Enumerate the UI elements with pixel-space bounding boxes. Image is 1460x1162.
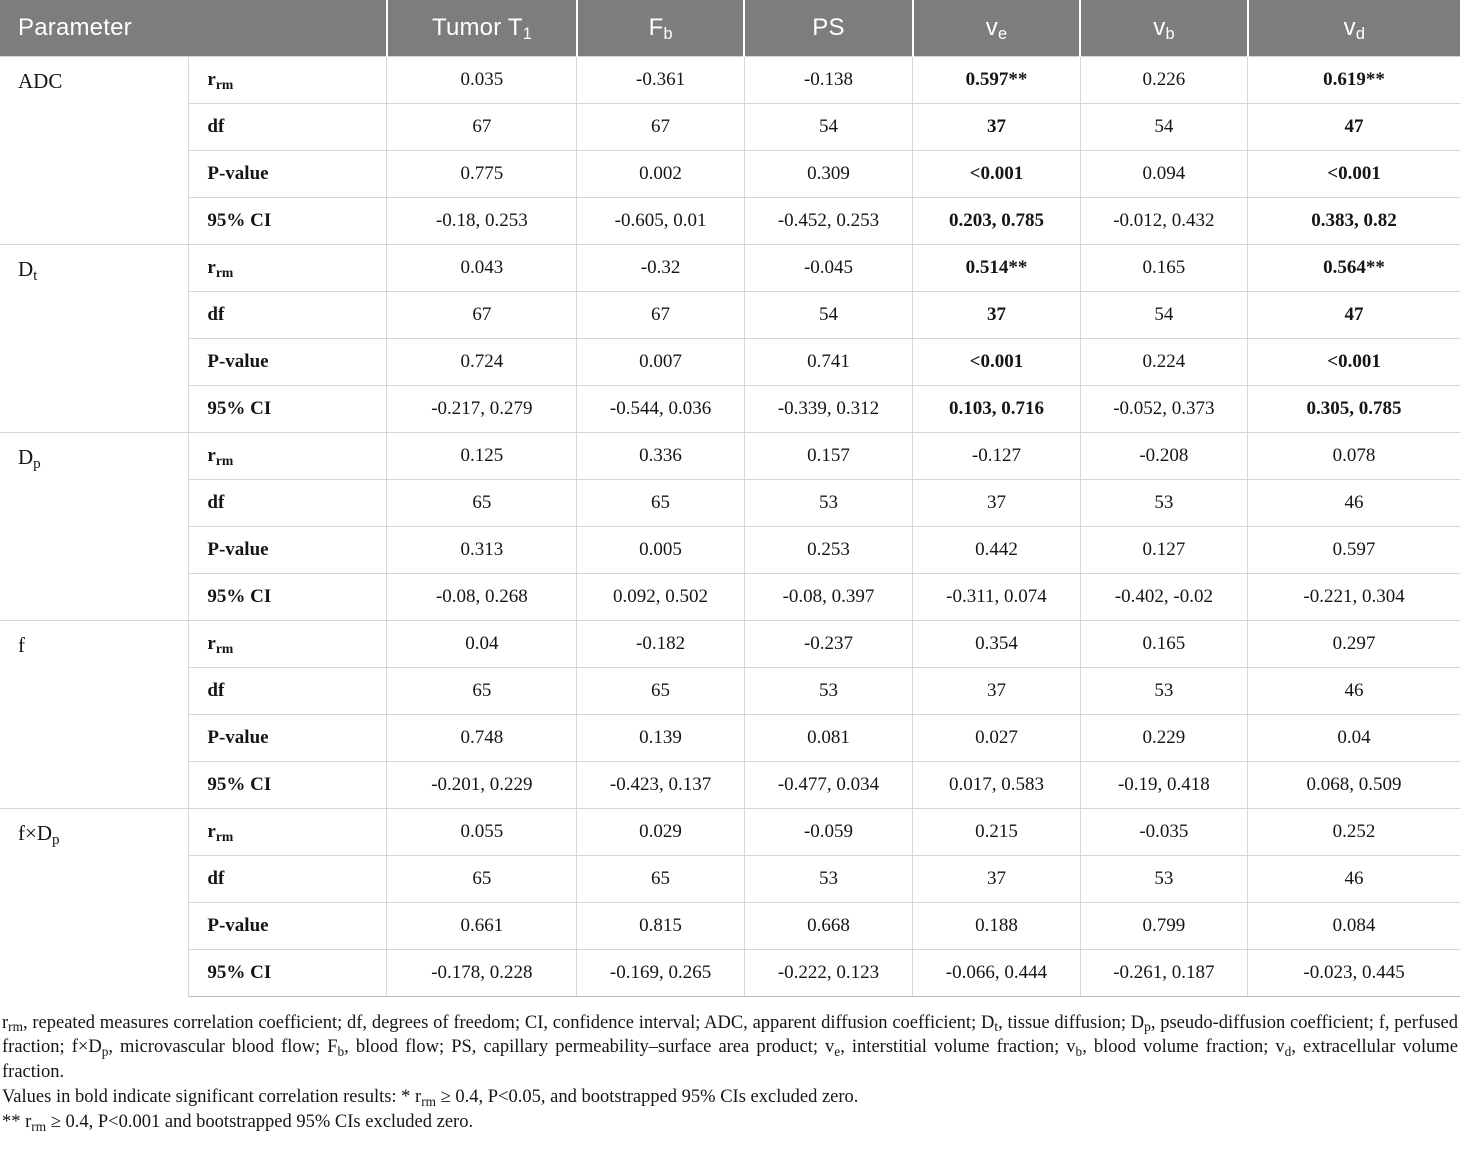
table-row [0, 714, 1460, 761]
table-row [0, 949, 1460, 996]
metric-label-df: df [189, 855, 387, 902]
cell-vd-rrm: 0.619** [1248, 56, 1460, 103]
cell-ve-ci: -0.311, 0.074 [913, 573, 1080, 620]
cell-fb-df: 65 [577, 479, 744, 526]
cell-vb-rrm: 0.165 [1080, 244, 1247, 291]
cell-ps-df: 53 [744, 855, 912, 902]
table-row [0, 338, 1460, 385]
cell-vd-rrm: 0.297 [1248, 620, 1460, 667]
cell-tumor_t1-pvalue: 0.313 [387, 526, 577, 573]
cell-vd-ci: 0.068, 0.509 [1248, 761, 1460, 808]
cell-vb-rrm: 0.165 [1080, 620, 1247, 667]
cell-tumor_t1-ci: -0.18, 0.253 [387, 197, 577, 244]
cell-ps-ci: -0.339, 0.312 [744, 385, 912, 432]
cell-vd-ci: 0.383, 0.82 [1248, 197, 1460, 244]
cell-vb-pvalue: 0.094 [1080, 150, 1247, 197]
cell-ps-rrm: -0.045 [744, 244, 912, 291]
cell-vb-pvalue: 0.229 [1080, 714, 1247, 761]
table-row [0, 197, 1460, 244]
cell-ve-rrm: 0.514** [913, 244, 1080, 291]
cell-ve-pvalue: <0.001 [913, 150, 1080, 197]
column-header-fb: $F_b$ [577, 0, 744, 56]
cell-vd-pvalue: <0.001 [1248, 150, 1460, 197]
cell-ve-df: 37 [913, 855, 1080, 902]
cell-ve-df: 37 [913, 103, 1080, 150]
metric-label-pvalue: P-value [189, 714, 387, 761]
cell-vd-pvalue: 0.084 [1248, 902, 1460, 949]
metric-label-ci: 95% CI [189, 385, 387, 432]
footnote-significance-double: ** $r_{rm} \ge 0.4$, P<0.001 and bootstrapped 95% CIs excluded zero. [2, 1111, 474, 1134]
metric-label-ci: 95% CI [189, 761, 387, 808]
table-header [0, 0, 1460, 56]
cell-tumor_t1-df: 65 [387, 479, 577, 526]
table-row [0, 56, 1460, 103]
cell-fb-df: 65 [577, 667, 744, 714]
cell-fb-rrm: -0.361 [577, 56, 744, 103]
parameter-label: $D_p$ [0, 432, 189, 620]
cell-ve-df: 37 [913, 291, 1080, 338]
cell-vb-rrm: -0.035 [1080, 808, 1247, 855]
cell-ve-rrm: 0.215 [913, 808, 1080, 855]
cell-ps-pvalue: 0.081 [744, 714, 912, 761]
cell-ve-pvalue: 0.442 [913, 526, 1080, 573]
column-header-vd: $v_d$ [1248, 0, 1460, 56]
cell-ps-rrm: -0.237 [744, 620, 912, 667]
cell-ve-pvalue: 0.027 [913, 714, 1080, 761]
column-header-vb: $v_b$ [1080, 0, 1247, 56]
cell-tumor_t1-ci: -0.217, 0.279 [387, 385, 577, 432]
cell-vb-df: 54 [1080, 103, 1247, 150]
cell-ve-rrm: 0.354 [913, 620, 1080, 667]
metric-label-rrm: $r_{rm}$ [189, 808, 387, 855]
cell-ps-pvalue: 0.668 [744, 902, 912, 949]
cell-fb-ci: -0.423, 0.137 [577, 761, 744, 808]
cell-fb-ci: -0.169, 0.265 [577, 949, 744, 996]
cell-vd-rrm: 0.564** [1248, 244, 1460, 291]
cell-tumor_t1-rrm: 0.04 [387, 620, 577, 667]
cell-ps-rrm: -0.138 [744, 56, 912, 103]
cell-vb-rrm: -0.208 [1080, 432, 1247, 479]
cell-vb-df: 54 [1080, 291, 1247, 338]
cell-vd-df: 46 [1248, 667, 1460, 714]
cell-fb-rrm: -0.32 [577, 244, 744, 291]
cell-ps-ci: -0.08, 0.397 [744, 573, 912, 620]
cell-ps-df: 53 [744, 479, 912, 526]
cell-vb-ci: -0.052, 0.373 [1080, 385, 1247, 432]
cell-fb-pvalue: 0.815 [577, 902, 744, 949]
table-row [0, 385, 1460, 432]
metric-label-ci: 95% CI [189, 197, 387, 244]
cell-fb-pvalue: 0.139 [577, 714, 744, 761]
table-row [0, 150, 1460, 197]
table-body [0, 56, 1460, 996]
cell-fb-pvalue: 0.007 [577, 338, 744, 385]
cell-tumor_t1-df: 67 [387, 103, 577, 150]
cell-tumor_t1-rrm: 0.125 [387, 432, 577, 479]
parameter-label: $f\times D_p$ [0, 808, 189, 996]
cell-ve-rrm: 0.597** [913, 56, 1080, 103]
cell-tumor_t1-df: 67 [387, 291, 577, 338]
cell-tumor_t1-pvalue: 0.748 [387, 714, 577, 761]
metric-label-df: df [189, 291, 387, 338]
footnote-significance-single: Values in bold indicate significant correlation results: * $r_{rm} \ge 0.4$, P<0.05, and bootstrapped 95% CIs excluded zero. [2, 1086, 859, 1109]
metric-label-pvalue: P-value [189, 150, 387, 197]
table-row [0, 103, 1460, 150]
table-row [0, 432, 1460, 479]
cell-vb-df: 53 [1080, 667, 1247, 714]
cell-ve-df: 37 [913, 479, 1080, 526]
cell-fb-rrm: -0.182 [577, 620, 744, 667]
table-row [0, 526, 1460, 573]
metric-label-rrm: $r_{rm}$ [189, 56, 387, 103]
metric-label-pvalue: P-value [189, 338, 387, 385]
metric-label-rrm: $r_{rm}$ [189, 244, 387, 291]
cell-ve-pvalue: 0.188 [913, 902, 1080, 949]
cell-tumor_t1-pvalue: 0.724 [387, 338, 577, 385]
cell-fb-pvalue: 0.005 [577, 526, 744, 573]
cell-vb-ci: -0.402, -0.02 [1080, 573, 1247, 620]
column-header-parameter: Parameter [0, 0, 387, 56]
cell-fb-ci: 0.092, 0.502 [577, 573, 744, 620]
column-header-ve: $v_e$ [913, 0, 1080, 56]
cell-ps-pvalue: 0.741 [744, 338, 912, 385]
cell-vb-ci: -0.19, 0.418 [1080, 761, 1247, 808]
cell-vd-df: 46 [1248, 855, 1460, 902]
cell-fb-ci: -0.605, 0.01 [577, 197, 744, 244]
cell-fb-pvalue: 0.002 [577, 150, 744, 197]
cell-ps-ci: -0.222, 0.123 [744, 949, 912, 996]
cell-vd-df: 47 [1248, 291, 1460, 338]
cell-tumor_t1-ci: -0.178, 0.228 [387, 949, 577, 996]
header-row [0, 0, 1460, 56]
cell-ps-ci: -0.477, 0.034 [744, 761, 912, 808]
cell-ps-rrm: -0.059 [744, 808, 912, 855]
cell-vb-rrm: 0.226 [1080, 56, 1247, 103]
cell-vb-pvalue: 0.224 [1080, 338, 1247, 385]
cell-vd-rrm: 0.252 [1248, 808, 1460, 855]
cell-ve-rrm: -0.127 [913, 432, 1080, 479]
cell-ve-ci: 0.203, 0.785 [913, 197, 1080, 244]
cell-vb-df: 53 [1080, 855, 1247, 902]
cell-tumor_t1-pvalue: 0.775 [387, 150, 577, 197]
cell-tumor_t1-df: 65 [387, 855, 577, 902]
cell-tumor_t1-ci: -0.201, 0.229 [387, 761, 577, 808]
cell-ps-pvalue: 0.309 [744, 150, 912, 197]
cell-ps-df: 53 [744, 667, 912, 714]
cell-tumor_t1-rrm: 0.035 [387, 56, 577, 103]
metric-label-rrm: $r_{rm}$ [189, 432, 387, 479]
metric-label-pvalue: P-value [189, 902, 387, 949]
table-row [0, 808, 1460, 855]
cell-tumor_t1-rrm: 0.055 [387, 808, 577, 855]
cell-tumor_t1-rrm: 0.043 [387, 244, 577, 291]
parameter-label: f [0, 620, 189, 808]
footnote-abbreviations: $r_{rm}$, repeated measures correlation coefficient; df, degrees of freedom; CI, confidence interval; ADC, apparent diffusion coefficient; $D_t$, tissue diffusion; $D_p$, pseudo-diffusion coefficient; f, perfused fraction; $f\times D_p$, microvascular blood flow; $F_b$, blood flow; PS, capillary permeability–surface area product; $v_e$, interstitial volume fraction; $v_b$, blood volume fraction; $v_d$, extracellular volume fraction. [2, 1012, 1459, 1083]
table-footnotes [0, 997, 1460, 1135]
metric-label-df: df [189, 103, 387, 150]
metric-label-ci: 95% CI [189, 949, 387, 996]
metric-label-pvalue: P-value [189, 526, 387, 573]
cell-vd-rrm: 0.078 [1248, 432, 1460, 479]
parameter-label: $D_t$ [0, 244, 189, 432]
table-row [0, 855, 1460, 902]
table-row [0, 761, 1460, 808]
cell-ps-df: 54 [744, 291, 912, 338]
table-row [0, 620, 1460, 667]
cell-ve-ci: 0.103, 0.716 [913, 385, 1080, 432]
table-row [0, 902, 1460, 949]
table-row [0, 573, 1460, 620]
metric-label-ci: 95% CI [189, 573, 387, 620]
table-row [0, 479, 1460, 526]
metric-label-df: df [189, 479, 387, 526]
cell-ps-pvalue: 0.253 [744, 526, 912, 573]
table-row [0, 667, 1460, 714]
column-header-tumor-t1: Tumor $T_1$ [387, 0, 577, 56]
cell-vb-pvalue: 0.127 [1080, 526, 1247, 573]
cell-vb-ci: -0.261, 0.187 [1080, 949, 1247, 996]
metric-label-rrm: $r_{rm}$ [189, 620, 387, 667]
cell-vd-df: 47 [1248, 103, 1460, 150]
cell-ve-df: 37 [913, 667, 1080, 714]
cell-ps-ci: -0.452, 0.253 [744, 197, 912, 244]
cell-ps-df: 54 [744, 103, 912, 150]
parameter-label: ADC [0, 56, 189, 244]
cell-tumor_t1-pvalue: 0.661 [387, 902, 577, 949]
cell-ve-ci: -0.066, 0.444 [913, 949, 1080, 996]
metric-label-df: df [189, 667, 387, 714]
cell-vd-df: 46 [1248, 479, 1460, 526]
cell-vd-ci: 0.305, 0.785 [1248, 385, 1460, 432]
cell-vb-df: 53 [1080, 479, 1247, 526]
cell-tumor_t1-ci: -0.08, 0.268 [387, 573, 577, 620]
cell-vd-pvalue: 0.597 [1248, 526, 1460, 573]
cell-ps-rrm: 0.157 [744, 432, 912, 479]
cell-ve-ci: 0.017, 0.583 [913, 761, 1080, 808]
cell-vb-ci: -0.012, 0.432 [1080, 197, 1247, 244]
cell-vd-pvalue: 0.04 [1248, 714, 1460, 761]
cell-vd-ci: -0.221, 0.304 [1248, 573, 1460, 620]
column-header-ps: PS [744, 0, 912, 56]
cell-vd-pvalue: <0.001 [1248, 338, 1460, 385]
cell-fb-ci: -0.544, 0.036 [577, 385, 744, 432]
cell-fb-rrm: 0.336 [577, 432, 744, 479]
cell-fb-rrm: 0.029 [577, 808, 744, 855]
cell-vb-pvalue: 0.799 [1080, 902, 1247, 949]
cell-fb-df: 65 [577, 855, 744, 902]
cell-vd-ci: -0.023, 0.445 [1248, 949, 1460, 996]
cell-ve-pvalue: <0.001 [913, 338, 1080, 385]
table-row [0, 291, 1460, 338]
table-row [0, 244, 1460, 291]
cell-fb-df: 67 [577, 291, 744, 338]
cell-tumor_t1-df: 65 [387, 667, 577, 714]
cell-fb-df: 67 [577, 103, 744, 150]
